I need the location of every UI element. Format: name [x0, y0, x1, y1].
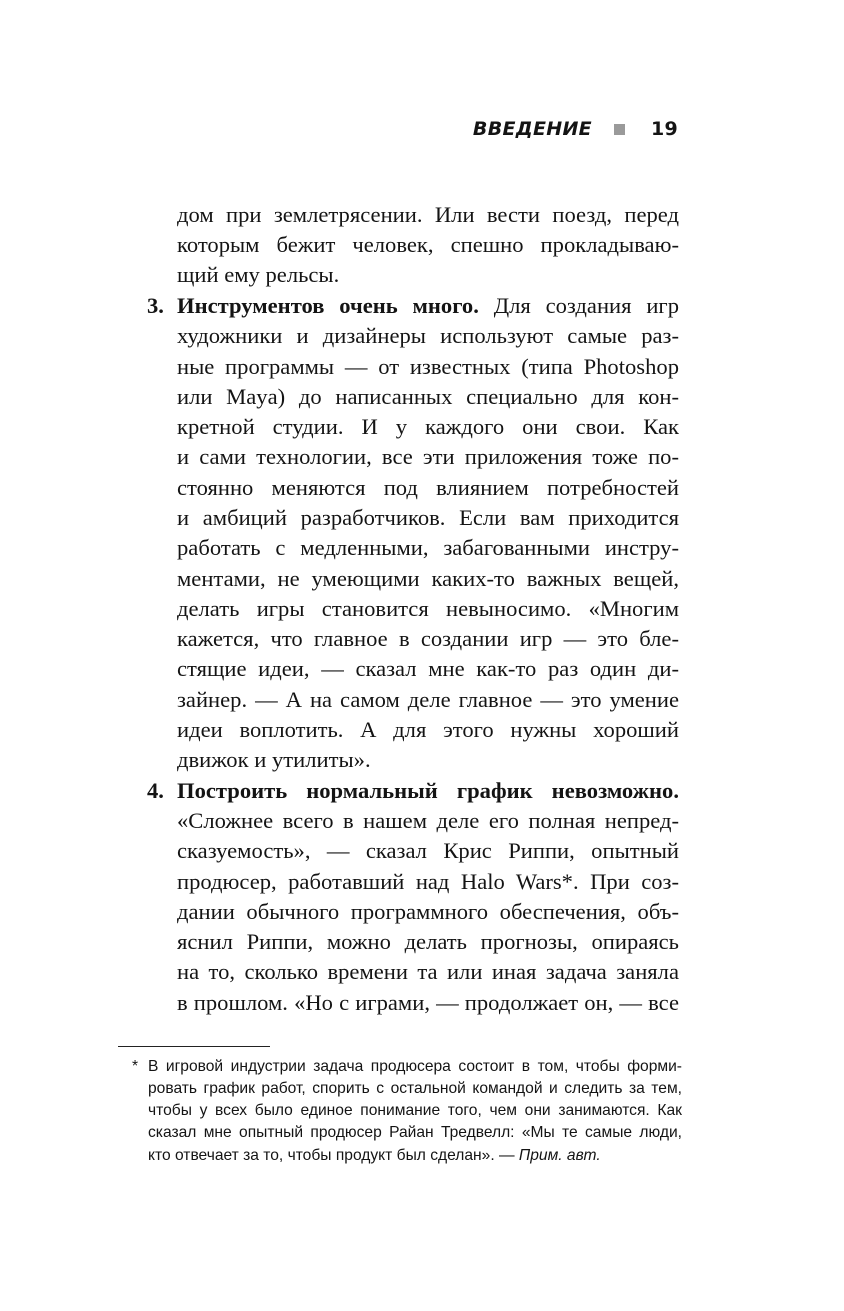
item3-first-line-rest: Для создания игр: [478, 293, 680, 318]
text-line: кретной студии. И у каждого они свои. Как: [177, 414, 679, 439]
text-line: и амбиций разработчиков. Если вам приходится: [177, 505, 679, 530]
text-line: ные программы — от известных (типа Photoshop: [177, 354, 679, 379]
page-number: 19: [650, 118, 678, 140]
list-number-3: 3.: [147, 293, 164, 318]
item3-first-line: [177, 291, 679, 321]
text-line: щий ему рельсы.: [177, 262, 340, 287]
text-line: дом при землетрясении. Или вести поезд, перед: [177, 202, 679, 227]
text-line: стоянно меняются под влиянием потребностей: [177, 475, 679, 500]
text-line: в прошлом. «Но с играми, — продолжает он, — все: [177, 990, 679, 1015]
running-head: [473, 118, 678, 140]
text-line: ментами, не умеющими каких-то важных вещей,: [177, 566, 679, 591]
footnote-line: сказал мне опытный продюсер Райан Тредвелл: «Мы те самые люди,: [148, 1124, 682, 1141]
footnote-line: В игровой индустрии задача продюсера состоит в том, чтобы форми-: [148, 1058, 682, 1075]
text-line: которым бежит человек, спешно прокладываю-: [177, 232, 679, 257]
text-line: зайнер. — А на самом деле главное — это умение: [177, 687, 679, 712]
text-line: кажется, что главное в создании игр — это бле-: [177, 626, 679, 651]
text-line: на то, сколько времени та или иная задача заняла: [177, 959, 679, 984]
text-line: идеи воплотить. А для этого нужны хороший: [177, 717, 679, 742]
item4-first-line: [177, 776, 679, 806]
footnote-last-text: кто отвечает за то, чтобы продукт был сделан». —: [148, 1147, 519, 1164]
text-line: движок и утилиты».: [177, 747, 371, 772]
text-line: и сами технологии, все эти приложения тоже по-: [177, 444, 679, 469]
footnote-last-line: [148, 1145, 682, 1167]
text-line: стящие идеи, — сказал мне как-то раз один ди-: [177, 656, 679, 681]
footnote-line: чтобы у всех было единое понимание того, чем они занимаются. Как: [148, 1102, 682, 1119]
text-line: сказуемость», — сказал Крис Риппи, опытный: [177, 838, 679, 863]
list-number-4: 4.: [147, 778, 164, 803]
footnote-line: ровать график работ, спорить с остальной командой и следить за тем,: [148, 1080, 682, 1097]
footnote-divider: [118, 1046, 270, 1047]
text-line: художники и дизайнеры используют самые раз-: [177, 323, 679, 348]
text-line: продюсер, работавший над Halo Wars*. При соз-: [177, 869, 679, 894]
text-line: «Сложнее всего в нашем деле его полная непред-: [177, 808, 679, 833]
footnote-author-note: Прим. авт.: [518, 1147, 601, 1164]
text-line: дании обычного программного обеспечения, объ-: [177, 899, 679, 924]
section-title: ВВЕДЕНИЕ: [472, 118, 592, 140]
text-line: делать игры становится невыносимо. «Многим: [177, 596, 679, 621]
text-line: работать с медленными, забагованными инстру-: [177, 535, 679, 560]
item4-heading: Построить нормальный график невозможно.: [177, 778, 679, 803]
text-line: яснил Риппи, можно делать прогнозы, опираясь: [177, 929, 679, 954]
square-separator-icon: [614, 124, 625, 135]
item3-heading: Инструментов очень много.: [177, 293, 479, 318]
text-line: или Maya) до написанных специально для кон-: [177, 384, 679, 409]
footnote-marker: *: [132, 1058, 139, 1075]
